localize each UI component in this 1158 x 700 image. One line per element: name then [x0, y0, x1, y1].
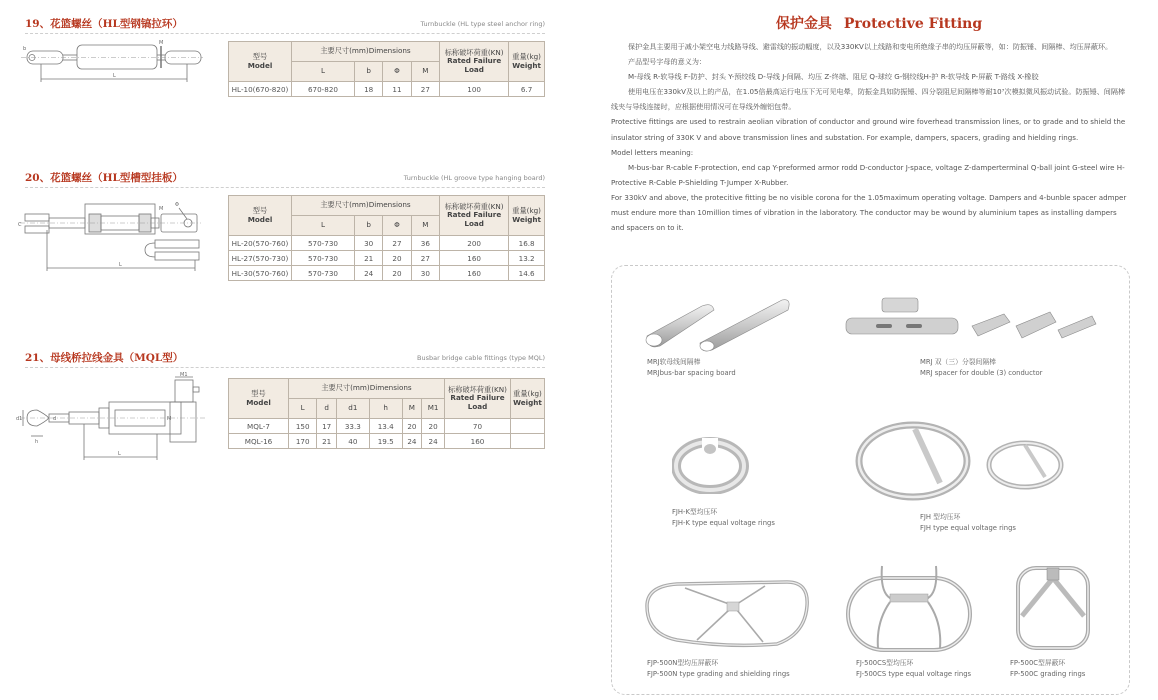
product-caption-mrj-busbar — [647, 357, 736, 379]
turnbuckle-steel-anchor-ring-diagram — [15, 40, 205, 95]
diagram-label-d: d — [53, 416, 57, 422]
table-cell: 27 — [411, 82, 439, 97]
caption-line: Rated Failure Load — [450, 393, 505, 411]
page-title-en: Protective Fitting — [843, 16, 983, 32]
caption-line: Model — [246, 397, 271, 407]
table-cell: 20 — [383, 266, 411, 281]
table-cell: 200 — [440, 236, 509, 251]
header-weight — [509, 42, 545, 82]
table-cell: 170 — [289, 434, 317, 449]
intro-paragraph-cn: 保护金具主要用于减小架空电力线路导线、避雷线的振动幅度，以及330KV以上线路和变电所绝缘子串的均压屏蔽等，如：防振锤、间隔棒、均压屏蔽环。 — [628, 42, 1113, 51]
voltage-paragraph-cn: 使用电压在330kV及以上的产品，在1.05倍最高运行电压下无可见电晕，防振金具如防振锤、四分裂阻尼间隔棒等耐10⁷次模拟微风振动试验。防振锤、间隔棒线夹与导线连接时，应根据使用情况可在导线外缠铝包带。 — [611, 87, 1126, 112]
table-cell: 13.2 — [509, 251, 545, 266]
table-row — [229, 419, 545, 434]
product-image-fj-500cs-ring — [844, 562, 974, 658]
page-title — [600, 13, 1158, 33]
caption-line: 重量(kg) — [513, 388, 542, 398]
section-20-header — [25, 170, 545, 188]
table-cell: 30 — [411, 266, 439, 281]
diagram-label-d1: d1 — [16, 416, 23, 422]
table-cell — [511, 434, 545, 449]
column-header: d — [317, 399, 337, 419]
table-cell: 18 — [354, 82, 382, 97]
diagram-label-phi: Φ — [175, 202, 179, 208]
caption-line: FJH type equal voltage rings — [920, 524, 1016, 532]
diagram-label-M: M — [159, 40, 164, 46]
caption-line: FP-500C grading rings — [1010, 670, 1086, 678]
table-row — [229, 251, 545, 266]
header-dimensions: 主要尺寸(mm)Dimensions — [291, 196, 439, 216]
table-cell: 160 — [445, 434, 511, 449]
column-header: L — [291, 62, 354, 82]
table-cell: 21 — [354, 251, 382, 266]
busbar-bridge-cable-fitting-diagram — [15, 372, 210, 464]
caption-line: Weight — [512, 214, 541, 224]
header-load — [440, 42, 509, 82]
caption-line: 型号 — [252, 205, 268, 215]
header-model — [229, 196, 292, 236]
column-header: M — [411, 216, 439, 236]
product-caption-mrj-double — [920, 357, 1042, 379]
caption-line: Rated Failure Load — [447, 56, 502, 74]
header-weight — [509, 196, 545, 236]
table-cell: 670-820 — [291, 82, 354, 97]
product-caption-fj-500cs — [856, 658, 971, 680]
page-title-cn: 保护金具 — [775, 16, 832, 32]
product-image-fjh-rings — [855, 421, 1070, 505]
table-cell: HL-27(570-730) — [229, 251, 292, 266]
table-row — [229, 236, 545, 251]
section-21-subtitle: Busbar bridge cable fittings (type MQL) — [417, 354, 545, 362]
caption-line: Weight — [512, 60, 541, 70]
header-model — [229, 379, 289, 419]
header-row — [229, 196, 545, 216]
table-cell: 14.6 — [509, 266, 545, 281]
table-cell: HL-10(670-820) — [229, 82, 292, 97]
table-cell: 20 — [402, 419, 422, 434]
column-header: Φ — [383, 62, 411, 82]
caption-line: Rated Failure Load — [447, 210, 502, 228]
product-caption-fjp-500n — [647, 658, 790, 680]
caption-line: Model — [247, 60, 273, 70]
table-row — [229, 82, 545, 97]
column-header: M — [402, 399, 422, 419]
column-header: L — [291, 216, 354, 236]
caption-line: MRJbus-bar spacing board — [647, 369, 736, 377]
table-cell: 19.5 — [369, 434, 402, 449]
spec-table-hl20 — [228, 195, 545, 281]
column-header: L — [289, 399, 317, 419]
column-header: M — [411, 62, 439, 82]
table-cell: 100 — [440, 82, 509, 97]
diagram-label-M: M — [159, 206, 164, 212]
column-header: Φ — [383, 216, 411, 236]
column-header: M1 — [422, 399, 445, 419]
table-cell: 160 — [440, 266, 509, 281]
table-cell: 27 — [411, 251, 439, 266]
product-gallery — [611, 265, 1130, 695]
table-cell: 70 — [445, 419, 511, 434]
table-cell: 24 — [402, 434, 422, 449]
diagram-label-h: h — [35, 439, 39, 445]
column-header: b — [354, 216, 382, 236]
model-meaning-heading-en: Model letters meaning: — [611, 147, 694, 157]
section-21-title: 21、母线桥拉线金具（MQL型） — [25, 352, 184, 364]
header-load — [445, 379, 511, 419]
product-image-fjh-k-ring — [672, 434, 752, 498]
spec-table-mql — [228, 378, 545, 449]
spec-table-hl10 — [228, 41, 545, 97]
product-image-mrj-busbar-spacer — [642, 288, 792, 357]
caption-line: MRJ 双（三）分裂间隔棒 — [920, 358, 996, 366]
model-letters-cn: M-母线 R-软导线 F-防护、封头 Y-预绞线 D-导线 J-间隔、均压 Z-终端、阻尼 Q-球绞 G-钢绞线H-护 R-软导线 P-屏蔽 T-路线 X-橡胶 — [628, 72, 1039, 82]
caption-line: FJP-500N type grading and shielding rings — [647, 670, 790, 678]
section-20-subtitle: Turnbuckle (HL groove type hanging board) — [403, 174, 545, 182]
table-cell: 16.8 — [509, 236, 545, 251]
diagram-label-L: L — [119, 262, 122, 268]
column-header: d1 — [336, 399, 369, 419]
intro-text — [611, 39, 1131, 235]
header-weight — [511, 379, 545, 419]
table-cell: 160 — [440, 251, 509, 266]
product-image-fp-500c-ring — [1014, 562, 1092, 658]
table-cell: 570-730 — [291, 266, 354, 281]
product-image-fjp-500n-ring — [637, 576, 817, 655]
header-dimensions: 主要尺寸(mm)Dimensions — [289, 379, 445, 399]
voltage-paragraph-en: For 330kV and above, the protecitive fitting be no visible corona for the 1.05maximum operating voltage. Dampers and 4-bunble spacer admper must endure more than 10million times of vibration in the laboratory. The conductor may be wound by aluminium tapes as installing dampers and spacers on to it. — [611, 192, 1127, 233]
caption-line: Weight — [513, 397, 542, 407]
table-cell: 11 — [383, 82, 411, 97]
diagram-label-L: L — [113, 73, 116, 79]
table-cell: 40 — [336, 434, 369, 449]
product-caption-fp-500c — [1010, 658, 1085, 680]
section-20-title: 20、花篮螺丝（HL型槽型挂板） — [25, 172, 183, 184]
turnbuckle-groove-hanging-board-diagram — [15, 196, 205, 274]
header-row — [229, 42, 545, 62]
table-row — [229, 434, 545, 449]
header-load — [440, 196, 509, 236]
caption-line: MRJ spacer for double (3) conductor — [920, 369, 1043, 377]
caption-line: 标称破坏荷重(KN) — [448, 384, 507, 394]
column-header: b — [354, 62, 382, 82]
table-cell: 27 — [383, 236, 411, 251]
table-row — [229, 266, 545, 281]
section-19-title: 19、花篮螺丝（HL型钢镐拉环） — [25, 18, 183, 30]
intro-paragraph-en: Protective fittings are used to restrain aeolian vibration of conductor and ground wire foverhead transmission lines, or to grade and to shield the insulator string of 330K V and above transmission lines and substation. For example, dampers, spacers, grading and hielding rings. — [611, 117, 1126, 142]
caption-line: FJH 型均压环 — [920, 513, 961, 521]
model-letters-en: M-bus-bar R-cable F-protection, end cap Y-preformed armor rodd D-conductor J-space, voltage Z-damperterminal Q-ball joint G-steel wire H-Protective R-Cable P-Shielding T-Jumper X-Rubber. — [611, 162, 1125, 187]
header-row — [229, 379, 545, 399]
table-cell: HL-20(570-760) — [229, 236, 292, 251]
caption-line: FJ-500CS型均压环 — [856, 659, 914, 667]
table-cell: 150 — [289, 419, 317, 434]
diagram-label-C: C — [18, 222, 22, 228]
table-cell: 20 — [383, 251, 411, 266]
diagram-label-b: b — [23, 46, 27, 52]
diagram-label-M1: M1 — [180, 372, 188, 378]
caption-line: Model — [247, 214, 273, 224]
section-21-header — [25, 350, 545, 368]
table-cell: 36 — [411, 236, 439, 251]
table-cell: 570-730 — [291, 251, 354, 266]
table-cell: MQL-16 — [229, 434, 289, 449]
diagram-label-L: L — [118, 451, 121, 457]
table-cell: 13.4 — [369, 419, 402, 434]
caption-line: MRJ软母线间隔棒 — [647, 358, 701, 366]
caption-line: 重量(kg) — [512, 205, 541, 215]
caption-line: FJH-K type equal voltage rings — [672, 519, 775, 527]
caption-line: 标称破坏荷重(KN) — [444, 201, 504, 211]
diagram-label-M: M — [167, 416, 172, 422]
section-19-header — [25, 16, 545, 34]
model-meaning-heading-cn: 产品型号字母的意义为： — [628, 57, 707, 67]
table-cell: 30 — [354, 236, 382, 251]
column-header: h — [369, 399, 402, 419]
product-caption-fjh — [920, 512, 1016, 534]
caption-line: FJH-K型均压环 — [672, 508, 718, 516]
table-cell: 17 — [317, 419, 337, 434]
caption-line: 重量(kg) — [512, 51, 541, 61]
table-cell: 21 — [317, 434, 337, 449]
caption-line: FP-500C型屏蔽环 — [1010, 659, 1066, 667]
table-cell: MQL-7 — [229, 419, 289, 434]
table-cell: 6.7 — [509, 82, 545, 97]
header-dimensions: 主要尺寸(mm)Dimensions — [291, 42, 439, 62]
table-cell: HL-30(570-760) — [229, 266, 292, 281]
table-cell: 24 — [422, 434, 445, 449]
product-image-mrj-double-spacer — [844, 296, 1114, 350]
table-cell: 24 — [354, 266, 382, 281]
caption-line: FJ-500CS type equal voltage rings — [856, 670, 972, 678]
table-cell: 570-730 — [291, 236, 354, 251]
table-cell: 33.3 — [336, 419, 369, 434]
header-model — [229, 42, 292, 82]
caption-line: 标称破坏荷重(KN) — [444, 47, 504, 57]
caption-line: 型号 — [252, 51, 268, 61]
caption-line: FJP-500N型均压屏蔽环 — [647, 659, 719, 667]
section-19-subtitle: Turnbuckle (HL type steel anchor ring) — [420, 20, 545, 28]
table-cell: 20 — [422, 419, 445, 434]
product-caption-fjh-k — [672, 507, 775, 529]
table-cell — [511, 419, 545, 434]
caption-line: 型号 — [251, 388, 266, 398]
